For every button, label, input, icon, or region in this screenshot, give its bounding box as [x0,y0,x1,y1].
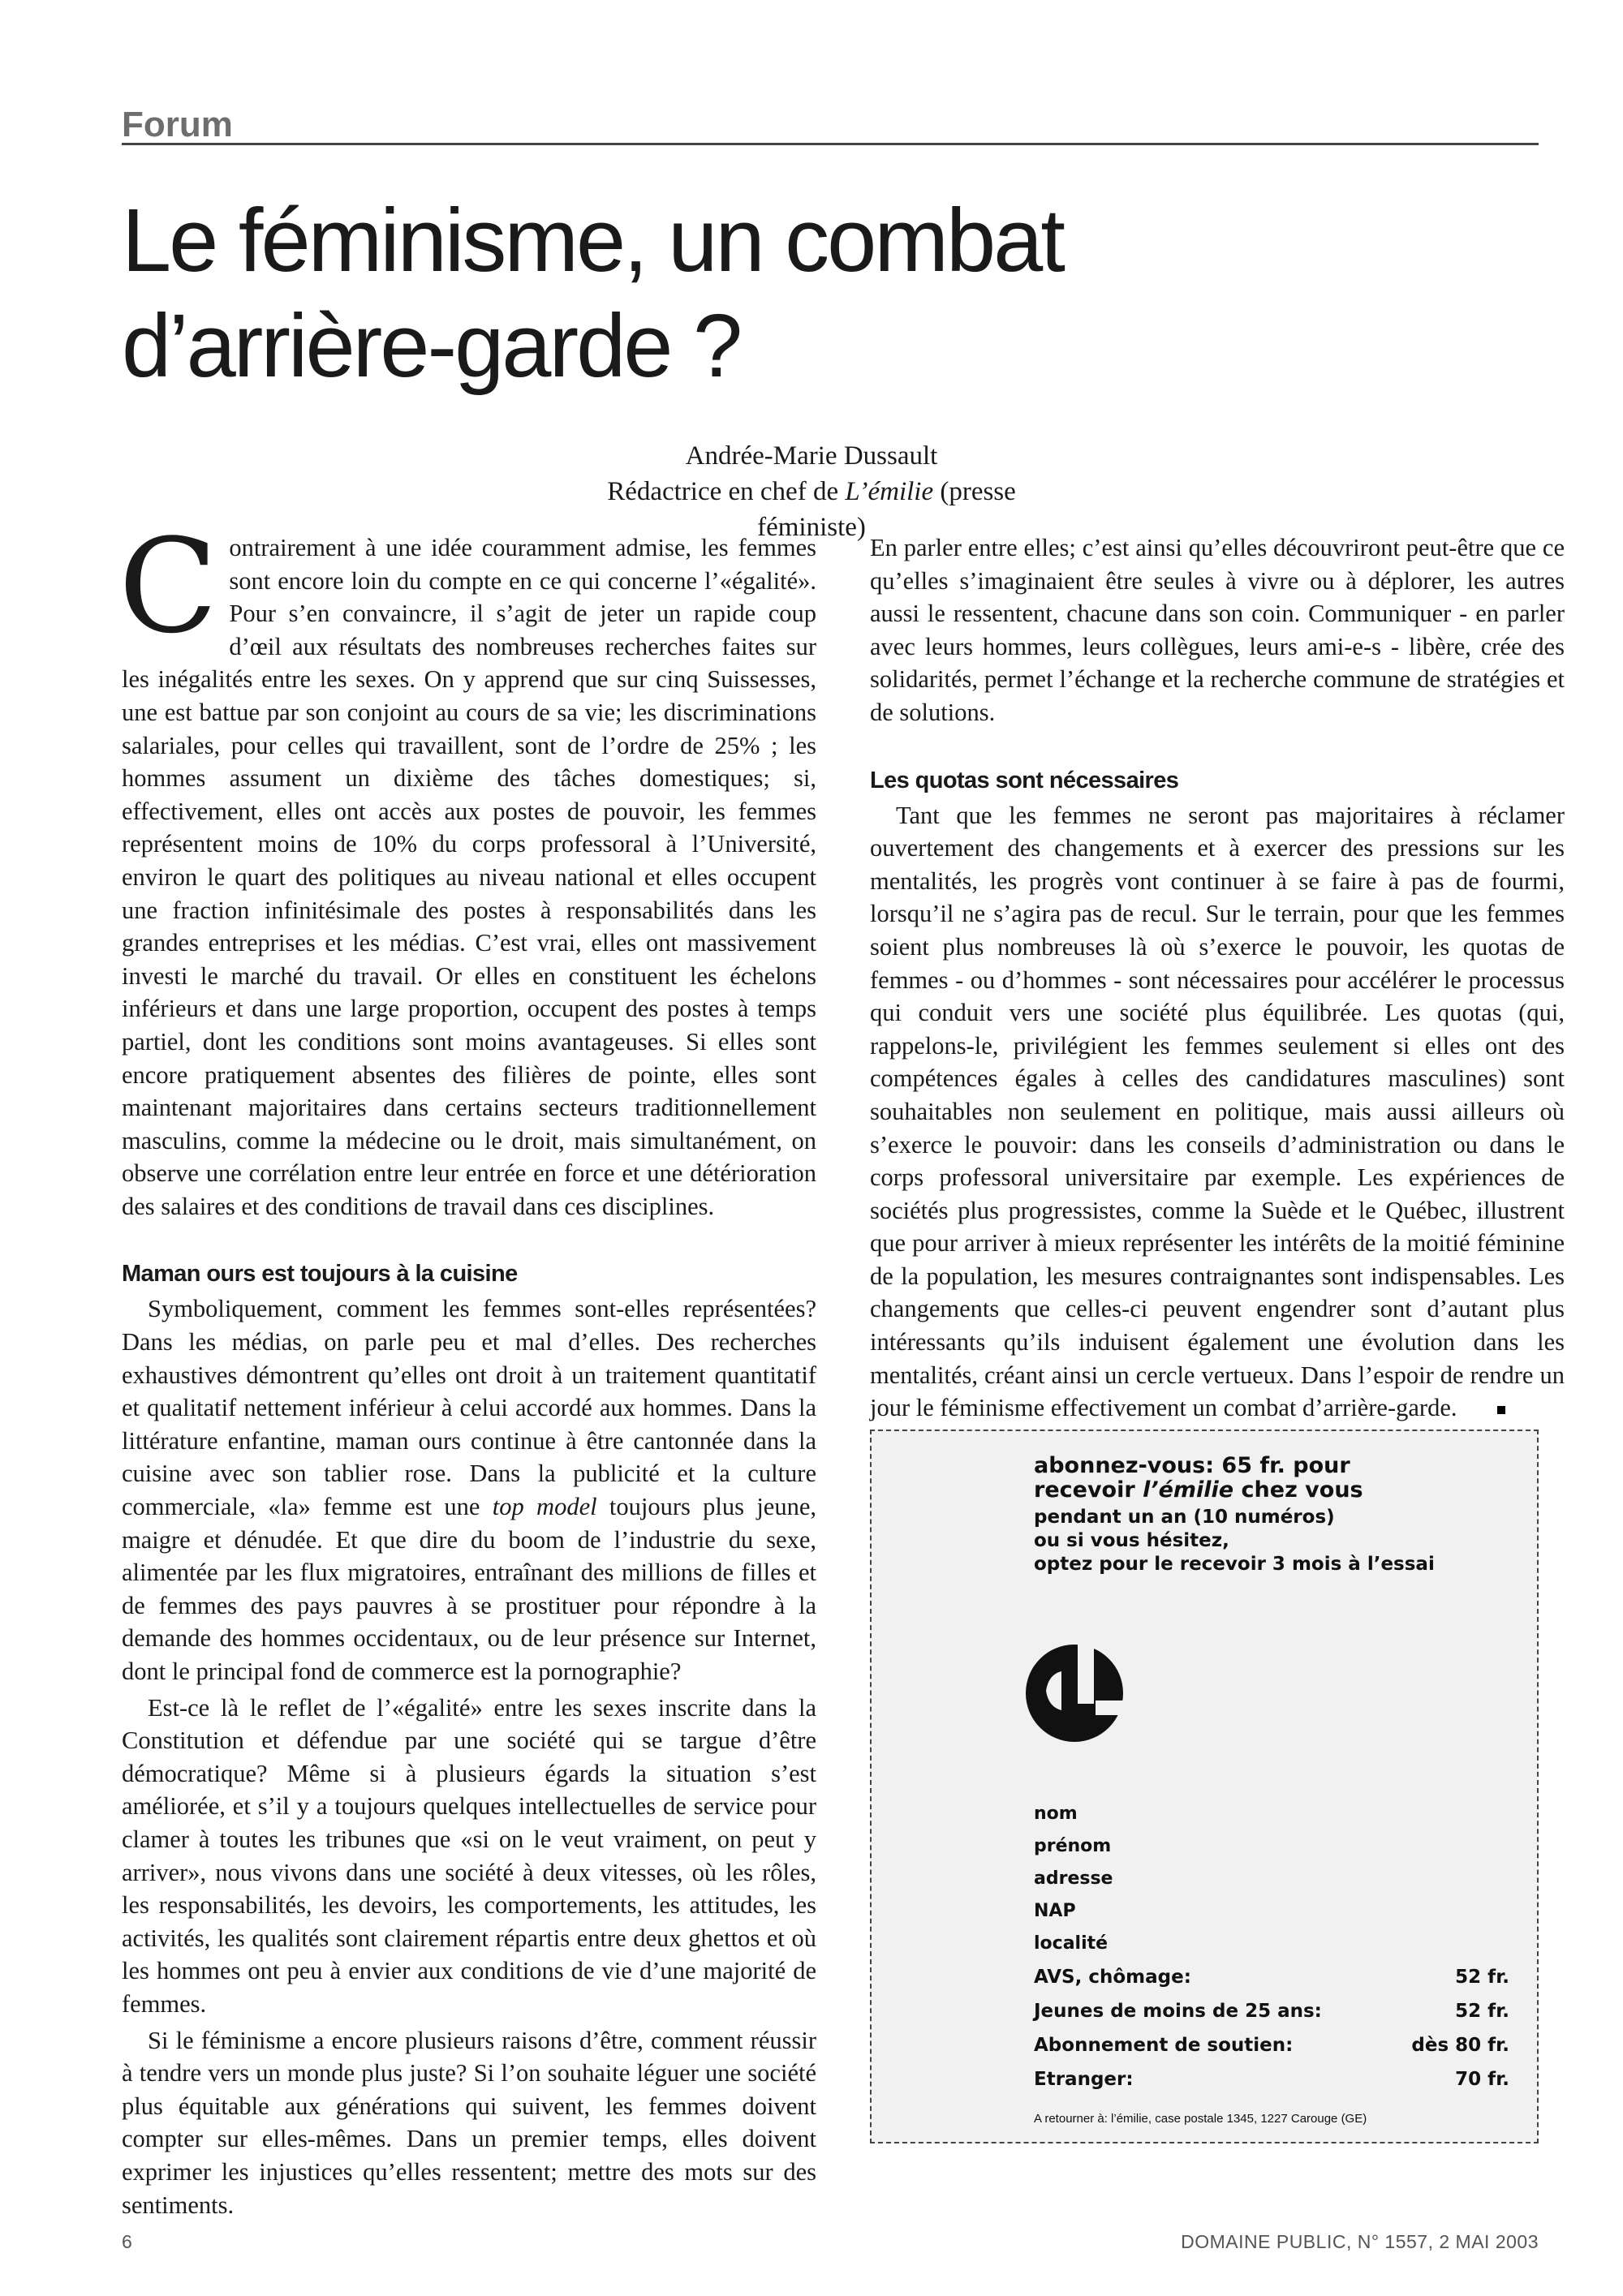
paragraph-3: Est-ce là le reflet de l’«égalité» entre les sexes inscrite dans la Constitution et défendue par une société qui se targue d’être démocratique? Même si à plusieurs égards la situation s’est améliorée, et s’il y a toujours quelques intellectuelles de service pour clamer à toutes les tribunes que «si on le veut vraiment, on peut y arriver», nous vivons dans une société à deux vitesses, où les rôles, les responsabilités, les devoirs, les comportements, les attitudes, les activités, les qualités sont clairement répartis entre deux ghettos et où les hommes ont peu à envier aux conditions de vie d’une majorité de femmes. [122,1693,816,2018]
price-row-etranger[interactable] [1034,2062,1509,2096]
publication-footer: DOMAINE PUBLIC, N° 1557, 2 MAI 2003 [1181,2231,1539,2252]
coupon-form [1034,1798,1509,2096]
price-row-jeunes[interactable] [1034,1994,1509,2028]
emilie-e-logo-icon [1021,1626,1134,1748]
publication-name: L’émilie [845,477,934,506]
paragraph-5: En parler entre elles; c’est ainsi qu’elles découvriront peut-être que ce qu’elles s’imaginaient être seules à vivre ou à déplorer, les autres aussi le ressentent, chacune dans son coin. Communiquer - en parler avec leurs hommes, leurs collègues, leurs ami-e-s - libère, crée des solidarités, permet l’échange et la recherche commune de stratégies et de solutions. [870,534,1565,726]
price-label: Abonnement de soutien: [1034,2035,1294,2056]
section-rule [122,143,1539,145]
coupon-line-1: abonnez-vous: 65 fr. pour [1034,1453,1350,1478]
price-label: AVS, chômage: [1034,1967,1191,1988]
coupon-return-address: A retourner à: l’émilie, case postale 1345, 1227 Carouge (GE) [1034,2112,1367,2126]
field-label-prenom[interactable]: prénom [1034,1836,1112,1856]
drop-cap: C [118,510,218,662]
end-mark-icon [1497,1406,1505,1414]
section-label: Forum [122,105,233,144]
price-value: 70 fr. [1455,2069,1509,2090]
price-row-avs[interactable] [1034,1960,1509,1994]
field-label-nom[interactable]: nom [1034,1804,1078,1824]
paragraph-6: Tant que les femmes ne seront pas majoritaires à réclamer ouvertement des changements et à exercer des pressions sur les mentalités, les progrès vont continuer à se faire à pas de fourmi, lorsqu’il ne s’agira pas de recul. Sur le terrain, pour que les femmes soient plus nombreuses là où s’exerce le pouvoir, les quotas de femmes - ou d’hommes - sont nécessaires pour accélérer le processus qui conduit vers une société plus équilibrée. Les quotas (qui, rappelons-le, privilégient les femmes seulement si elles ont des compétences égales à celles des candidatures masculines) sont souhaitables non seulement en politique, mais aussi ailleurs où s’exerce le pouvoir: dans les conseils d’administration ou dans le corps professoral universitaire par exemple. Les expériences de sociétés plus progressistes, comme la Suède et le Québec, illustrent que pour arriver à mieux représenter les intérêts de la moitié féminine de la population, les mesures contraignantes sont indispensables. Les changements que celles-ci peuvent engendrer sont d’autant plus intéressants qu’ils induisent également une évolution dans les mentalités, créant ainsi un cercle vertueux. Dans l’espoir de rendre un jour le féminisme effectivement un combat d’arrière-garde. [870,801,1565,1422]
field-label-adresse[interactable]: adresse [1034,1868,1113,1889]
article-column-left [118,510,817,2221]
coupon-header [1034,1454,1521,1576]
article-column-right [870,531,1565,1425]
byline [568,438,1055,545]
article-title [122,188,1339,399]
author-role: Rédactrice en chef de L’émilie (presse féministe) [607,477,1016,542]
price-value: dès 80 fr. [1411,2035,1509,2056]
price-row-soutien[interactable] [1034,2028,1509,2062]
price-value: 52 fr. [1455,1967,1509,1988]
subscription-coupon [870,1430,1539,2143]
field-label-nap[interactable]: NAP [1034,1901,1076,1921]
coupon-line-2: recevoir l’émilie chez vous [1034,1477,1363,1503]
title-line-2: d’arrière-garde ? [122,296,741,396]
price-label: Jeunes de moins de 25 ans: [1034,2001,1322,2022]
price-value: 52 fr. [1455,2001,1509,2022]
paragraph-4: Si le féminisme a encore plusieurs raisons d’être, comment réussir à tendre vers un monde plus juste? Si l’on souhaite léguer une société plus équitable aux générations qui suivent, les femmes doivent compter sur elles-mêmes. Dans un premier temps, elles doivent exprimer les injustices qu’elles ressentent; mettre des mots sur des sentiments. [122,2026,816,2219]
paragraph-2: Symboliquement, comment les femmes sont-elles représentées? Dans les médias, on parle peu et mal d’elles. Des recherches exhaustives démontrent qu’elles ont droit à un traitement quantitatif et qualitatif nettement inférieur à celui accordé aux hommes. Dans la littérature enfantine, maman ours continue à être cantonnée dans la cuisine avec son tablier rose. Dans la publicité et la culture commerciale, «la» femme est une top model toujours plus jeune, maigre et dénudée. Et que dire du boom de l’industrie du sexe, alimentée par les flux migratoires, entraînant des millions de filles et de femmes des pays pauvres à se prostituer pour répondre à la demande des hommes occidentaux, ou de leur présence sur Internet, dont le principal fond de commerce est la pornographie? [122,1295,817,1685]
field-label-localite[interactable]: localité [1034,1933,1109,1954]
title-line-1: Le féminisme, un combat [122,191,1063,290]
price-label: Etranger: [1034,2069,1134,2090]
coupon-line-5: optez pour le recevoir 3 mois à l’essai [1034,1554,1435,1575]
subheading-quotas: Les quotas sont nécessaires [870,767,1179,793]
author-name: Andrée-Marie Dussault [685,441,938,471]
page-number: 6 [122,2231,132,2252]
subheading-maman-ours: Maman ours est toujours à la cuisine [122,1261,518,1288]
paragraph-intro: Contrairement à une idée couramment admise, les femmes sont encore loin du compte en ce qui concerne l’«égalité». Pour s’en convaincre, il s’agit de jeter un rapide coup d’œil aux résultats des nombreuses recherches faites sur les inégalités entre les sexes. On y apprend que sur cinq Suissesses, une est battue par son conjoint au cours de sa vie; les discriminations salariales, pour celles qui travaillent, sont de l’ordre de 25% ; les hommes assument un dixième des tâches domestiques; si, effectivement, elles ont accès aux postes de pouvoir, les femmes représentent moins de 10% du corps professoral à l’Université, environ le quart des politiques au niveau national et elles occupent une fraction infinitésimale des postes à responsabilités dans les grandes entreprises et les médias. C’est vrai, elles ont massivement investi le marché du travail. Or elles en constituent les échelons inférieurs et dans une large proportion, occupent des postes à temps partiel, dont les conditions sont moins avantageuses. Si elles sont encore pratiquement absentes des filières de pointe, elles sont maintenant majoritaires dans certains secteurs traditionnellement masculins, comme la médecine ou le droit, mais simultanément, on observe une corrélation entre leur entrée en force et une détérioration des salaires et des conditions de travail dans ces disciplines. [118,510,816,1220]
coupon-line-4: ou si vous hésitez, [1034,1530,1229,1551]
coupon-line-3: pendant un an (10 numéros) [1034,1507,1335,1528]
